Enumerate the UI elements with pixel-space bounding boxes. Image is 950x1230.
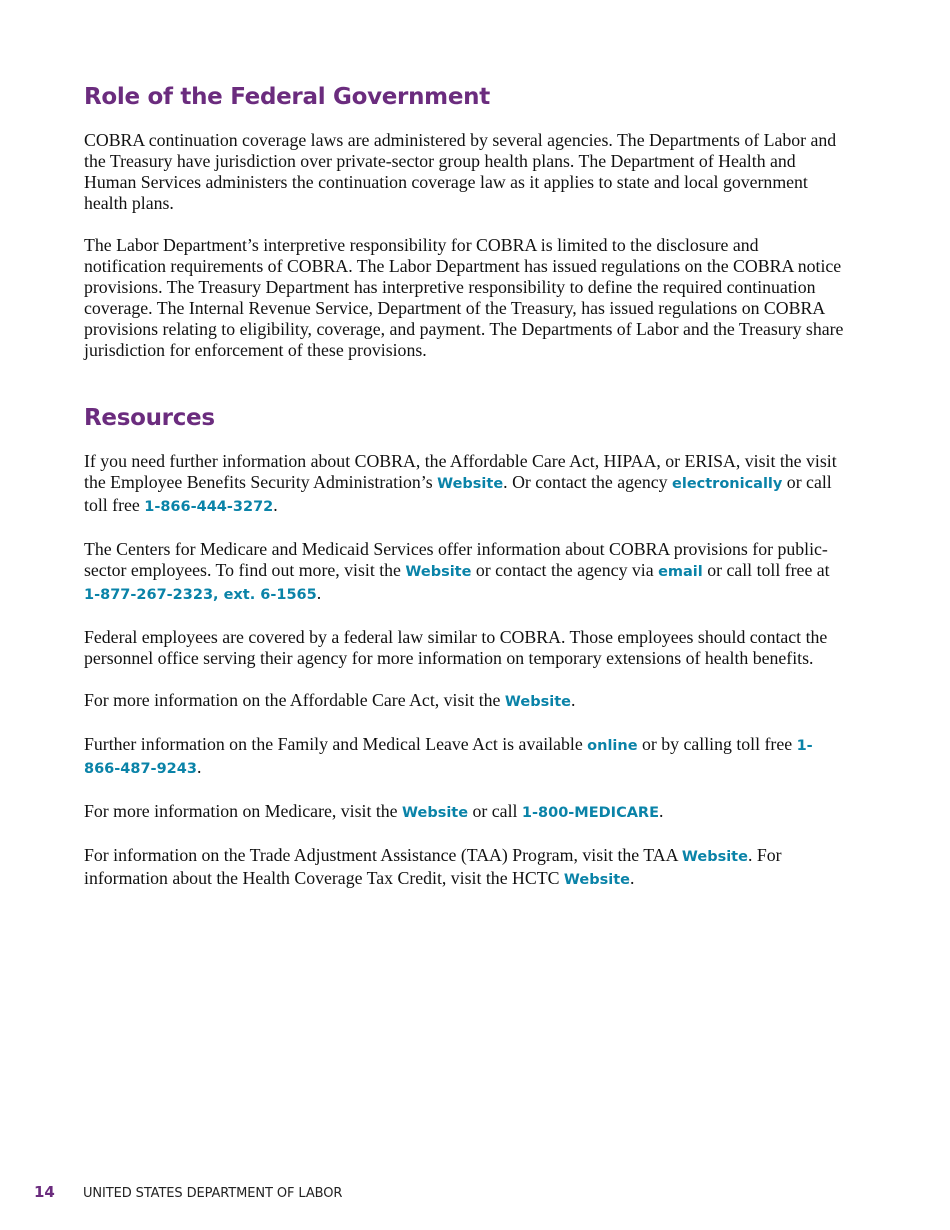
paragraph-text: Further information on the Family and Medical Leave Act is available (84, 734, 588, 754)
hctc-website-link[interactable]: Website (563, 872, 630, 888)
paragraph-text: . (273, 495, 278, 515)
resources-paragraph (84, 451, 844, 518)
ebsa-website-link[interactable]: Website (437, 476, 504, 492)
resources-paragraphs (84, 451, 844, 891)
paragraph-text: . Or contact the agency (503, 472, 673, 492)
role-paragraphs (84, 130, 844, 361)
paragraph-text: For information on the Trade Adjustment Assistance (TAA) Program, visit the TAA (84, 845, 682, 865)
cms-website-link[interactable]: Website (405, 564, 472, 580)
paragraph-text: Federal employees are covered by a federal law similar to COBRA. Those employees should contact the personnel office serving their agency for more information on temporary extensions of health benefits. (84, 627, 828, 668)
ebsa-phone-link[interactable]: 1-866-444-3272 (144, 499, 274, 515)
resources-paragraph (84, 690, 844, 713)
page-number: 14 (34, 1183, 55, 1201)
resources-paragraph (84, 539, 844, 606)
paragraph-text: COBRA continuation coverage laws are administered by several agencies. The Departments of Labor and the Treasury have jurisdiction over private-sector group health plans. The Department of Health and Human Services administers the continuation coverage law as it applies to state and local government health plans. (84, 130, 837, 213)
paragraph-text: or call toll free (84, 472, 832, 515)
paragraph-text: or call toll free at (702, 560, 830, 580)
resources-paragraph (84, 845, 844, 891)
cms-phone-link[interactable]: 1-877-267-2323, ext. 6-1565 (84, 587, 317, 603)
paragraph-text: The Labor Department’s interpretive responsibility for COBRA is limited to the disclosure and notification requirements of COBRA. The Labor Department has issued regulations on the COBRA notice provisions. The Treasury Department has interpretive responsibility to define the required continuation coverage. The Internal Revenue Service, Department of the Treasury, has issued regulations on COBRA provisions relating to eligibility, coverage, and payment. The Departments of Labor and the Treasury share jurisdiction for enforcement of these provisions. (84, 235, 844, 360)
cms-email-link[interactable]: email (658, 564, 703, 580)
paragraph-text: . (659, 801, 664, 821)
taa-website-link[interactable]: Website (681, 849, 748, 865)
paragraph-text: . (316, 583, 322, 603)
fmla-online-link[interactable]: online (587, 738, 638, 754)
role-paragraph (84, 235, 844, 361)
ebsa-electronically-link[interactable]: electronically (672, 476, 783, 492)
resources-paragraph (84, 734, 844, 780)
role-paragraph (84, 130, 844, 214)
medicare-phone-link[interactable]: 1-800-MEDICARE (521, 805, 659, 821)
paragraph-text: For more information on the Affordable Care Act, visit the (84, 690, 505, 710)
paragraph-text: . (570, 690, 576, 710)
paragraph-text: . (629, 868, 635, 888)
resources-paragraph (84, 627, 844, 669)
paragraph-text: or contact the agency via (471, 560, 659, 580)
aca-website-link[interactable]: Website (504, 694, 571, 710)
medicare-website-link[interactable]: Website (402, 805, 469, 821)
paragraph-text: . (196, 757, 202, 777)
paragraph-text: For more information on Medicare, visit the (84, 801, 403, 821)
paragraph-text: If you need further information about COBRA, the Affordable Care Act, HIPAA, or ERISA, visit the visit the Employee Benefits Security Administration’s (84, 451, 837, 492)
paragraph-text: . For information about the Health Coverage Tax Credit, visit the HCTC (84, 845, 782, 888)
footer-publisher: UNITED STATES DEPARTMENT OF LABOR (83, 1186, 343, 1201)
resources-paragraph (84, 801, 844, 824)
paragraph-text: or call (468, 801, 522, 821)
fmla-phone-link[interactable]: 1-866-487-9243 (84, 738, 813, 777)
page-content (84, 80, 844, 912)
paragraph-text: The Centers for Medicare and Medicaid Services offer information about COBRA provisions for public-sector employees. To find out more, visit the (84, 539, 828, 580)
page-footer (34, 1182, 342, 1204)
paragraph-text: or by calling toll free (637, 734, 797, 754)
section-heading-role: Role of the Federal Government (84, 84, 490, 110)
section-heading-resources: Resources (84, 405, 215, 431)
